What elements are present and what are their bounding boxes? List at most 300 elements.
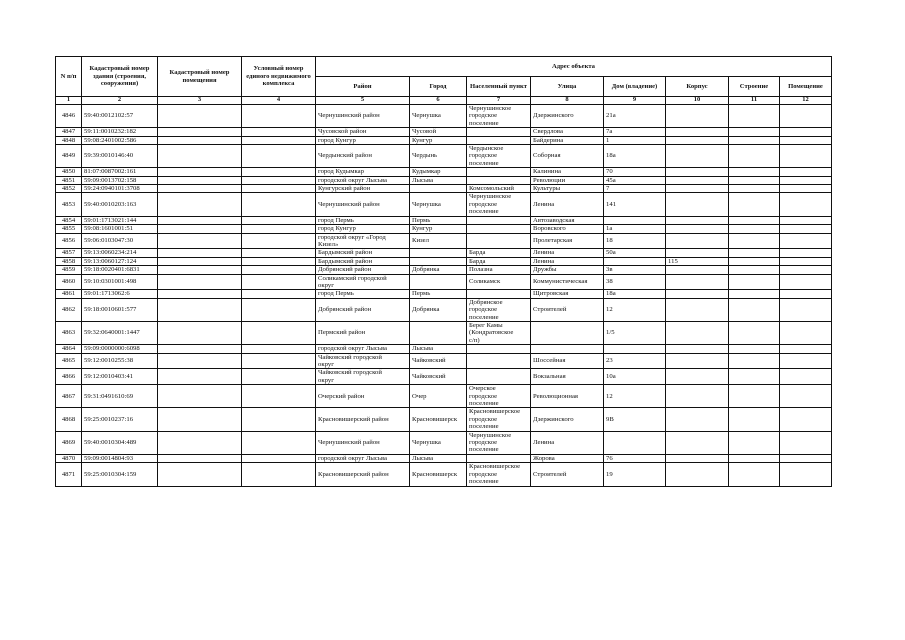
district-cell: Кунгурский район (316, 185, 410, 193)
street-cell: Жорова (531, 454, 604, 462)
district-cell: город Пермь (316, 290, 410, 298)
table-row (56, 369, 832, 385)
settlement-cell (467, 216, 531, 224)
korpus-cell (666, 145, 729, 168)
house-cell: 21а (604, 105, 666, 128)
room-cell (780, 185, 832, 193)
building-cell (729, 216, 780, 224)
city-cell: Очер (410, 385, 467, 408)
conditional-number-cell (242, 257, 316, 265)
room-cell (780, 408, 832, 431)
city-cell: Чернушка (410, 105, 467, 128)
street-cell: Строителей (531, 298, 604, 321)
row-number: 4846 (56, 105, 82, 128)
district-cell: Чернушинский район (316, 105, 410, 128)
cadastral-room-cell (158, 369, 242, 385)
room-cell (780, 168, 832, 176)
room-cell (780, 385, 832, 408)
room-cell (780, 454, 832, 462)
city-cell: Лысьва (410, 176, 467, 184)
header-street: Улица (531, 77, 604, 97)
column-number: 4 (242, 97, 316, 105)
cadastral-room-cell (158, 193, 242, 216)
district-cell: Очерский район (316, 385, 410, 408)
room-cell (780, 193, 832, 216)
column-number: 1 (56, 97, 82, 105)
building-cell (729, 225, 780, 233)
table-row (56, 257, 832, 265)
city-cell: Красновишерск (410, 463, 467, 486)
conditional-number-cell (242, 353, 316, 369)
table-row (56, 176, 832, 184)
house-cell: 12 (604, 298, 666, 321)
house-cell (604, 257, 666, 265)
korpus-cell (666, 290, 729, 298)
header-building: Строение (729, 77, 780, 97)
city-cell: Пермь (410, 216, 467, 224)
building-cell (729, 176, 780, 184)
column-number: 7 (467, 97, 531, 105)
room-cell (780, 233, 832, 249)
conditional-number-cell (242, 274, 316, 290)
table-row (56, 463, 832, 486)
row-number: 4851 (56, 176, 82, 184)
cadastral-number: 59:25:0010304:159 (82, 463, 158, 486)
cadastral-room-cell (158, 145, 242, 168)
korpus-cell (666, 408, 729, 431)
street-cell: Автозаводская (531, 216, 604, 224)
settlement-cell (467, 369, 531, 385)
house-cell: 1/5 (604, 321, 666, 344)
korpus-cell (666, 249, 729, 257)
house-cell (604, 345, 666, 353)
korpus-cell (666, 233, 729, 249)
settlement-cell (467, 454, 531, 462)
district-cell: Чусовской район (316, 128, 410, 136)
district-cell: Чернушинский район (316, 431, 410, 454)
row-number: 4866 (56, 369, 82, 385)
district-cell: Добрянский район (316, 298, 410, 321)
settlement-cell (467, 128, 531, 136)
street-cell: Пролетарская (531, 233, 604, 249)
table-row (56, 321, 832, 344)
building-cell (729, 249, 780, 257)
korpus-cell (666, 128, 729, 136)
cadastral-room-cell (158, 105, 242, 128)
row-number: 4862 (56, 298, 82, 321)
house-cell: 18а (604, 145, 666, 168)
district-cell: Красновишерский район (316, 463, 410, 486)
korpus-cell (666, 136, 729, 144)
cadastral-room-cell (158, 345, 242, 353)
settlement-cell: Чернушинское городское поселение (467, 193, 531, 216)
city-cell: Кудымкар (410, 168, 467, 176)
cadastral-number: 59:11:0010232:182 (82, 128, 158, 136)
korpus-cell (666, 225, 729, 233)
conditional-number-cell (242, 176, 316, 184)
cadastral-room-cell (158, 225, 242, 233)
city-cell (410, 321, 467, 344)
header-room: Помещение (780, 77, 832, 97)
settlement-cell: Очерское городское поселение (467, 385, 531, 408)
house-cell: 7 (604, 185, 666, 193)
building-cell (729, 408, 780, 431)
korpus-cell (666, 176, 729, 184)
row-number: 4847 (56, 128, 82, 136)
row-number: 4850 (56, 168, 82, 176)
cadastral-number: 59:13:0060234:214 (82, 249, 158, 257)
cadastral-number: 59:10:0301001:498 (82, 274, 158, 290)
cadastral-number: 59:24:0940101:3708 (82, 185, 158, 193)
district-cell: Добрянский район (316, 266, 410, 274)
city-cell: Чернушка (410, 193, 467, 216)
street-cell: Соборная (531, 145, 604, 168)
street-cell: Ленина (531, 431, 604, 454)
header-address-group: Адрес объекта (316, 57, 832, 77)
row-number: 4865 (56, 353, 82, 369)
room-cell (780, 266, 832, 274)
room-cell (780, 128, 832, 136)
settlement-cell (467, 233, 531, 249)
room-cell (780, 431, 832, 454)
district-cell: город Кунгур (316, 136, 410, 144)
settlement-cell: Красновишерское городское поселение (467, 463, 531, 486)
korpus-cell (666, 321, 729, 344)
conditional-number-cell (242, 290, 316, 298)
city-cell: Чайковский (410, 353, 467, 369)
row-number: 4854 (56, 216, 82, 224)
cadastral-number: 59:09:0014804:93 (82, 454, 158, 462)
street-cell: Революции (531, 176, 604, 184)
district-cell: Чайковский городской округ (316, 369, 410, 385)
object-register-table (55, 56, 832, 487)
street-cell: Калинина (531, 168, 604, 176)
district-cell: Чернушинский район (316, 193, 410, 216)
district-cell: городской округ Лысьва (316, 176, 410, 184)
cadastral-room-cell (158, 298, 242, 321)
korpus-cell (666, 353, 729, 369)
table-row (56, 216, 832, 224)
building-cell (729, 136, 780, 144)
column-number: 2 (82, 97, 158, 105)
conditional-number-cell (242, 128, 316, 136)
table-row (56, 168, 832, 176)
header-korpus: Корпус (666, 77, 729, 97)
city-cell: Пермь (410, 290, 467, 298)
column-number: 6 (410, 97, 467, 105)
cadastral-number: 59:39:0010146:40 (82, 145, 158, 168)
conditional-number-cell (242, 249, 316, 257)
house-cell: 1а (604, 225, 666, 233)
building-cell (729, 257, 780, 265)
street-cell: Строителей (531, 463, 604, 486)
building-cell (729, 321, 780, 344)
district-cell: Пермский район (316, 321, 410, 344)
city-cell (410, 185, 467, 193)
conditional-number-cell (242, 431, 316, 454)
building-cell (729, 128, 780, 136)
house-cell: 76 (604, 454, 666, 462)
room-cell (780, 136, 832, 144)
table-row (56, 274, 832, 290)
settlement-cell: Полазна (467, 266, 531, 274)
building-cell (729, 369, 780, 385)
conditional-number-cell (242, 233, 316, 249)
conditional-number-cell (242, 145, 316, 168)
column-number: 11 (729, 97, 780, 105)
header-house: Дом (владение) (604, 77, 666, 97)
conditional-number-cell (242, 193, 316, 216)
street-cell: Дзержинского (531, 105, 604, 128)
city-cell: Чердынь (410, 145, 467, 168)
header-district: Район (316, 77, 410, 97)
city-cell: Добрянка (410, 266, 467, 274)
header-cadastral: Кадастровый номер здания (строения, сооружения) (82, 57, 158, 97)
cadastral-number: 59:18:0010601:577 (82, 298, 158, 321)
settlement-cell: Чернушинское городское поселение (467, 105, 531, 128)
cadastral-number: 59:18:0020401:6831 (82, 266, 158, 274)
cadastral-number: 81:07:0087002:161 (82, 168, 158, 176)
row-number: 4861 (56, 290, 82, 298)
row-number: 4871 (56, 463, 82, 486)
table-body (56, 105, 832, 487)
table-row (56, 385, 832, 408)
city-cell (410, 274, 467, 290)
cadastral-number: 59:01:1713062:6 (82, 290, 158, 298)
room-cell (780, 290, 832, 298)
street-cell (531, 345, 604, 353)
row-number: 4858 (56, 257, 82, 265)
korpus-cell (666, 216, 729, 224)
settlement-cell: Добрянское городское поселение (467, 298, 531, 321)
row-number: 4856 (56, 233, 82, 249)
house-cell: 141 (604, 193, 666, 216)
korpus-cell (666, 298, 729, 321)
settlement-cell: Барда (467, 257, 531, 265)
row-number: 4870 (56, 454, 82, 462)
street-cell: Байдерина (531, 136, 604, 144)
settlement-cell: Чернушинское городское поселение (467, 431, 531, 454)
row-number: 4848 (56, 136, 82, 144)
house-cell (604, 431, 666, 454)
cadastral-number: 59:40:0012102:57 (82, 105, 158, 128)
street-cell: Воровского (531, 225, 604, 233)
table-row (56, 290, 832, 298)
settlement-cell (467, 353, 531, 369)
row-number: 4864 (56, 345, 82, 353)
table-row (56, 345, 832, 353)
table-row (56, 408, 832, 431)
settlement-cell (467, 168, 531, 176)
cadastral-room-cell (158, 128, 242, 136)
house-cell: 38 (604, 274, 666, 290)
cadastral-room-cell (158, 290, 242, 298)
conditional-number-cell (242, 369, 316, 385)
korpus-cell (666, 463, 729, 486)
row-number: 4853 (56, 193, 82, 216)
street-cell (531, 321, 604, 344)
cadastral-room-cell (158, 185, 242, 193)
table-row (56, 233, 832, 249)
conditional-number-cell (242, 216, 316, 224)
table-row (56, 105, 832, 128)
cadastral-room-cell (158, 216, 242, 224)
cadastral-number: 59:01:1713021:144 (82, 216, 158, 224)
city-cell: Красновишерск (410, 408, 467, 431)
korpus-cell (666, 105, 729, 128)
city-cell: Чусовой (410, 128, 467, 136)
row-number: 4855 (56, 225, 82, 233)
settlement-cell: Соликамск (467, 274, 531, 290)
building-cell (729, 266, 780, 274)
room-cell (780, 298, 832, 321)
column-numbers-row (56, 97, 832, 105)
city-cell: Добрянка (410, 298, 467, 321)
street-cell: Ленина (531, 249, 604, 257)
cadastral-room-cell (158, 321, 242, 344)
cadastral-number: 59:09:0013702:158 (82, 176, 158, 184)
building-cell (729, 168, 780, 176)
street-cell: Щитровская (531, 290, 604, 298)
row-number: 4852 (56, 185, 82, 193)
table-row (56, 431, 832, 454)
district-cell: Красновишерский район (316, 408, 410, 431)
district-cell: город Кудымкар (316, 168, 410, 176)
conditional-number-cell (242, 168, 316, 176)
building-cell (729, 290, 780, 298)
street-cell: Дзержинского (531, 408, 604, 431)
house-cell: 50а (604, 249, 666, 257)
cadastral-number: 59:12:0010255:38 (82, 353, 158, 369)
street-cell: Ленина (531, 257, 604, 265)
settlement-cell (467, 225, 531, 233)
conditional-number-cell (242, 408, 316, 431)
cadastral-number: 59:12:0010403:41 (82, 369, 158, 385)
row-number: 4863 (56, 321, 82, 344)
city-cell (410, 249, 467, 257)
settlement-cell: Комсомольский (467, 185, 531, 193)
korpus-cell (666, 266, 729, 274)
cadastral-number: 59:40:0010304:489 (82, 431, 158, 454)
cadastral-room-cell (158, 353, 242, 369)
room-cell (780, 321, 832, 344)
conditional-number-cell (242, 225, 316, 233)
cadastral-room-cell (158, 249, 242, 257)
room-cell (780, 345, 832, 353)
cadastral-room-cell (158, 266, 242, 274)
house-cell: 19 (604, 463, 666, 486)
district-cell: Чердынский район (316, 145, 410, 168)
room-cell (780, 274, 832, 290)
settlement-cell: Красновишерское городское поселение (467, 408, 531, 431)
room-cell (780, 353, 832, 369)
column-number: 5 (316, 97, 410, 105)
building-cell (729, 431, 780, 454)
house-cell: 23 (604, 353, 666, 369)
house-cell: 3в (604, 266, 666, 274)
building-cell (729, 353, 780, 369)
header-num: N п/п (56, 57, 82, 97)
building-cell (729, 454, 780, 462)
room-cell (780, 257, 832, 265)
street-cell: Культуры (531, 185, 604, 193)
house-cell: 18а (604, 290, 666, 298)
room-cell (780, 463, 832, 486)
room-cell (780, 249, 832, 257)
city-cell: Кизел (410, 233, 467, 249)
cadastral-room-cell (158, 176, 242, 184)
table-row (56, 353, 832, 369)
house-cell (604, 216, 666, 224)
settlement-cell (467, 136, 531, 144)
building-cell (729, 463, 780, 486)
house-cell: 45а (604, 176, 666, 184)
city-cell (410, 257, 467, 265)
street-cell: Свердлова (531, 128, 604, 136)
cadastral-room-cell (158, 385, 242, 408)
korpus-cell (666, 193, 729, 216)
row-number: 4860 (56, 274, 82, 290)
building-cell (729, 233, 780, 249)
room-cell (780, 145, 832, 168)
cadastral-room-cell (158, 233, 242, 249)
conditional-number-cell (242, 136, 316, 144)
cadastral-number: 59:32:0640001:1447 (82, 321, 158, 344)
district-cell: городской округ Лысьва (316, 454, 410, 462)
korpus-cell (666, 431, 729, 454)
city-cell: Кунгур (410, 136, 467, 144)
conditional-number-cell (242, 385, 316, 408)
row-number: 4868 (56, 408, 82, 431)
cadastral-room-cell (158, 431, 242, 454)
street-cell: Дружбы (531, 266, 604, 274)
column-number: 10 (666, 97, 729, 105)
settlement-cell (467, 290, 531, 298)
table-row (56, 298, 832, 321)
conditional-number-cell (242, 454, 316, 462)
building-cell (729, 298, 780, 321)
room-cell (780, 225, 832, 233)
street-cell: Шоссейная (531, 353, 604, 369)
city-cell: Чайковский (410, 369, 467, 385)
street-cell: Вокзальная (531, 369, 604, 385)
district-cell: Бардымский район (316, 257, 410, 265)
settlement-cell: Берег Камы (Кондратовское с/п) (467, 321, 531, 344)
room-cell (780, 369, 832, 385)
table-row (56, 136, 832, 144)
city-cell: Лысьва (410, 345, 467, 353)
column-number: 3 (158, 97, 242, 105)
city-cell: Кунгур (410, 225, 467, 233)
house-cell: 70 (604, 168, 666, 176)
column-number: 12 (780, 97, 832, 105)
settlement-cell: Барда (467, 249, 531, 257)
conditional-number-cell (242, 105, 316, 128)
korpus-cell (666, 168, 729, 176)
column-number: 8 (531, 97, 604, 105)
korpus-cell (666, 369, 729, 385)
cadastral-number: 59:13:0060127:124 (82, 257, 158, 265)
street-cell: Ленина (531, 193, 604, 216)
settlement-cell (467, 345, 531, 353)
district-cell: городской округ «Город Кизел» (316, 233, 410, 249)
korpus-cell: 115 (666, 257, 729, 265)
table-row (56, 454, 832, 462)
conditional-number-cell (242, 463, 316, 486)
header-conditional: Условный номер единого недвижимого комплекса (242, 57, 316, 97)
building-cell (729, 185, 780, 193)
column-number: 9 (604, 97, 666, 105)
